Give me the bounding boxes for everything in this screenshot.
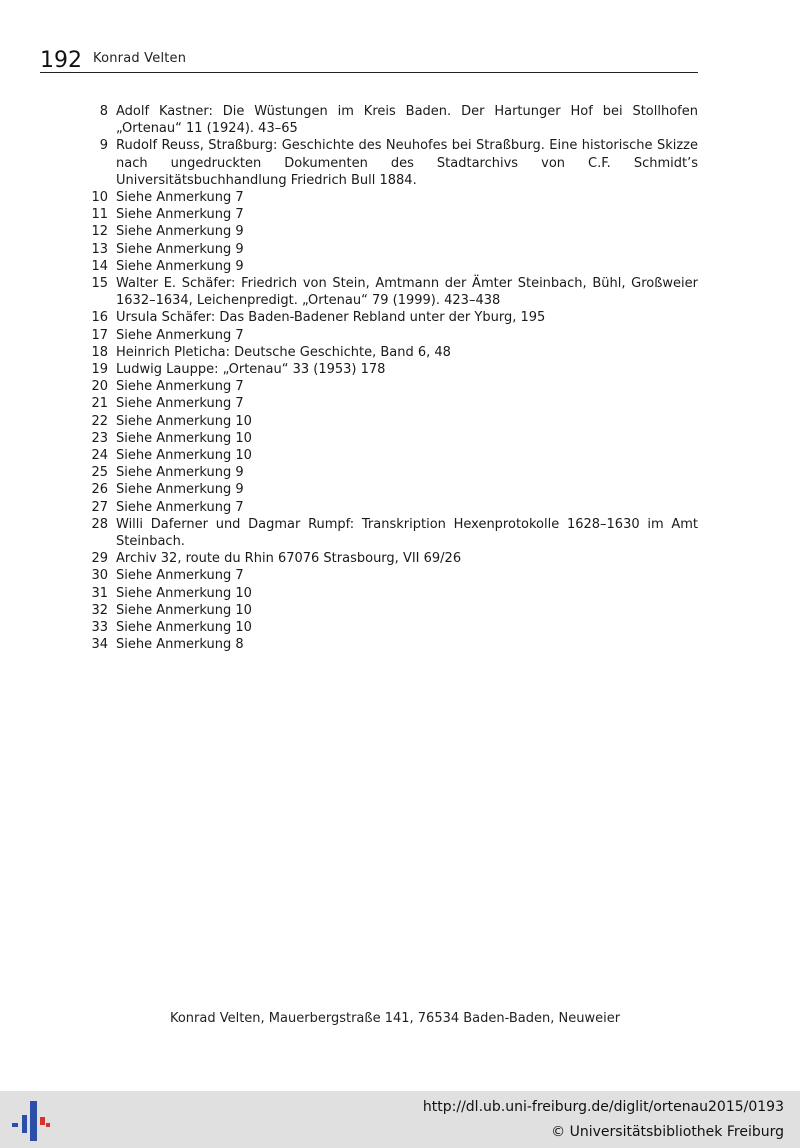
endnote-text: Siehe Anmerkung 8 — [116, 637, 244, 653]
page-number: 192 — [40, 48, 82, 73]
endnotes-list — [86, 103, 698, 654]
endnote-item — [86, 327, 698, 344]
endnote-number: 12 — [91, 224, 108, 240]
endnote-number: 27 — [91, 499, 108, 515]
endnote-item — [86, 430, 698, 447]
endnote-item — [86, 275, 698, 309]
endnote-number: 22 — [91, 413, 108, 429]
endnote-item — [86, 223, 698, 240]
author-address: Konrad Velten, Mauerbergstraße 141, 76534 Baden-Baden, Neuweier — [169, 1011, 621, 1026]
endnote-text: Ursula Schäfer: Das Baden-Badener Rebland unter der Yburg, 195 — [116, 310, 546, 326]
endnote-item — [86, 602, 698, 619]
endnote-text: Siehe Anmerkung 7 — [116, 207, 244, 223]
endnote-text: Siehe Anmerkung 7 — [116, 190, 244, 206]
endnote-item — [86, 258, 698, 275]
endnote-number: 34 — [91, 637, 108, 653]
endnote-text: Siehe Anmerkung 10 — [116, 585, 252, 601]
page-header — [40, 48, 698, 73]
endnote-text: Siehe Anmerkung 7 — [116, 396, 244, 412]
endnote-text: Archiv 32, route du Rhin 67076 Strasbourg, VII 69/26 — [116, 551, 462, 567]
endnote-item — [86, 413, 698, 430]
endnote-item — [86, 206, 698, 223]
endnote-text: Siehe Anmerkung 9 — [116, 482, 244, 498]
endnote-text: Rudolf Reuss, Straßburg: Geschichte des Neuhofes bei Straßburg. Eine historische Skizze nach ungedruckten Dokumenten des Stadtarchivs von C.F. Schmidt’s Universitätsbuchhandlung Friedrich Bull 1884. — [116, 138, 698, 188]
endnote-number: 18 — [91, 344, 108, 360]
endnote-item — [86, 516, 698, 550]
endnote-text: Siehe Anmerkung 10 — [116, 413, 252, 429]
endnote-text: Ludwig Lauppe: „Ortenau“ 33 (1953) 178 — [116, 362, 386, 378]
endnote-text: Siehe Anmerkung 9 — [116, 465, 244, 481]
digital-library-link[interactable]: http://dl.ub.uni-freiburg.de/diglit/ortenau2015/0193 — [422, 1099, 784, 1115]
endnote-item — [86, 464, 698, 481]
endnote-text: Willi Daferner und Dagmar Rumpf: Transkription Hexenprotokolle 1628–1630 im Amt Steinbach. — [116, 516, 698, 550]
endnote-text: Adolf Kastner: Die Wüstungen im Kreis Baden. Der Hartunger Hof bei Stollhofen „Ortenau“ 11 (1924). 43–65 — [116, 104, 698, 137]
endnote-item — [86, 481, 698, 498]
endnote-text: Siehe Anmerkung 10 — [116, 430, 252, 446]
endnote-text: Siehe Anmerkung 7 — [116, 499, 244, 515]
endnote-item — [86, 567, 698, 584]
endnote-number: 23 — [91, 430, 108, 446]
endnote-text: Siehe Anmerkung 9 — [116, 241, 244, 257]
endnote-text: Siehe Anmerkung 9 — [116, 224, 244, 240]
endnote-number: 15 — [91, 276, 108, 292]
running-head: Konrad Velten — [93, 51, 187, 66]
endnote-number: 21 — [91, 396, 108, 412]
endnote-number: 20 — [91, 379, 108, 395]
endnote-item — [86, 619, 698, 636]
endnote-number: 8 — [99, 104, 108, 119]
endnote-item — [86, 241, 698, 258]
endnote-number: 28 — [91, 516, 108, 532]
endnote-text: Siehe Anmerkung 7 — [116, 327, 244, 343]
endnote-text: Siehe Anmerkung 10 — [116, 448, 252, 464]
endnote-text: Siehe Anmerkung 10 — [116, 620, 252, 636]
endnote-item — [86, 309, 698, 326]
endnote-item — [86, 103, 698, 137]
endnote-number: 31 — [91, 585, 108, 601]
endnote-number: 29 — [91, 551, 108, 567]
endnote-text: Walter E. Schäfer: Friedrich von Stein, Amtmann der Ämter Steinbach, Bühl, Großweier 1632–1634, Leichenpredigt. „Ortenau“ 79 (1999). 423–438 — [116, 276, 698, 309]
endnote-item — [86, 395, 698, 412]
endnote-text: Siehe Anmerkung 9 — [116, 258, 244, 274]
endnote-item — [86, 550, 698, 567]
endnote-item — [86, 636, 698, 653]
footer-bar — [0, 1091, 800, 1148]
endnote-number: 16 — [91, 310, 108, 326]
endnote-number: 11 — [91, 207, 108, 223]
ub-freiburg-logo-icon — [8, 1099, 52, 1143]
endnote-number: 9 — [99, 138, 108, 154]
endnote-number: 19 — [91, 362, 108, 378]
copyright-notice: © Universitätsbibliothek Freiburg — [551, 1124, 784, 1140]
endnote-number: 24 — [91, 448, 108, 464]
endnote-item — [86, 137, 698, 189]
endnote-number: 10 — [91, 190, 108, 206]
endnote-number: 32 — [91, 602, 108, 618]
endnote-text: Heinrich Pleticha: Deutsche Geschichte, Band 6, 48 — [116, 344, 451, 360]
endnote-text: Siehe Anmerkung 7 — [116, 568, 244, 584]
endnote-number: 13 — [91, 241, 108, 257]
endnote-number: 33 — [91, 620, 108, 636]
endnote-item — [86, 189, 698, 206]
endnote-text: Siehe Anmerkung 10 — [116, 602, 252, 618]
endnote-item — [86, 344, 698, 361]
endnote-number: 14 — [91, 258, 108, 274]
endnote-item — [86, 361, 698, 378]
endnote-number: 30 — [91, 568, 108, 584]
endnote-item — [86, 378, 698, 395]
endnote-item — [86, 499, 698, 516]
endnote-number: 17 — [91, 327, 108, 343]
endnote-number: 25 — [91, 465, 108, 481]
endnote-text: Siehe Anmerkung 7 — [116, 379, 244, 395]
endnote-item — [86, 585, 698, 602]
endnote-item — [86, 447, 698, 464]
endnote-number: 26 — [91, 482, 108, 498]
